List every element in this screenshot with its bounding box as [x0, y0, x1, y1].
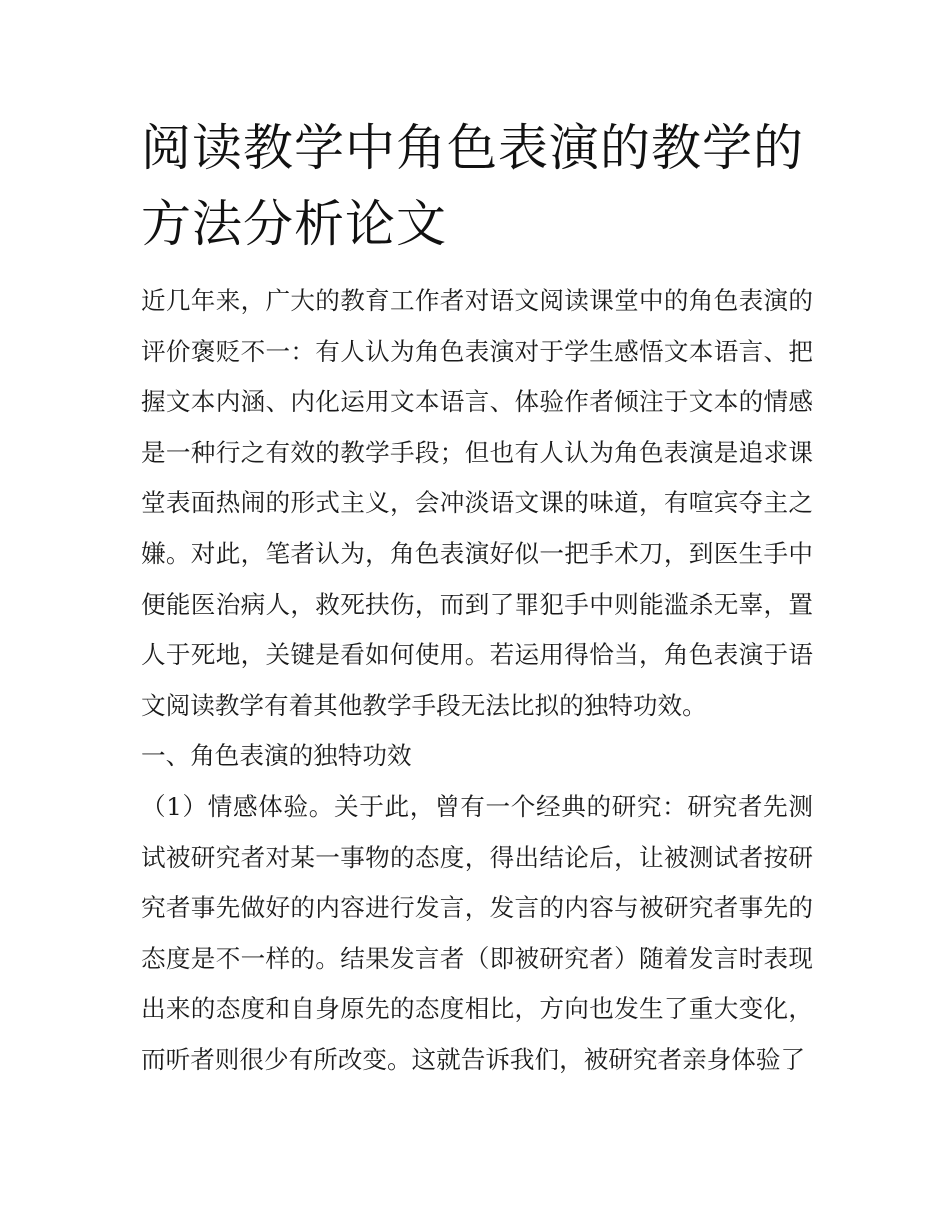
section-heading: 一、角色表演的独特功效 [141, 741, 412, 771]
section-paragraph: （1）情感体验。关于此，曾有一个经典的研究：研究者先测试被研究者对某一事物的态度，得出结论后，让被测试者按研究者事先做好的内容进行发言，发言的内容与被研究者事先的态度是不一样的。结果发言者（即被研究者）随着发言时表现出来的态度和自身原先的态度相比，方向也发生了重大变化，而听者则很少有所改变。这就告诉我们，被研究者亲身体验了 [141, 791, 813, 1074]
document-body [141, 110, 813, 1086]
intro-paragraph: 近几年来，广大的教育工作者对语文阅读课堂中的角色表演的评价褒贬不一：有人认为角色表演对于学生感悟文本语言、把握文本内涵、内化运用文本语言、体验作者倾注于文本的情感是一种行之有效的教学手段；但也有人认为角色表演是追求课堂表面热闹的形式主义，会冲淡语文课的味道，有喧宾夺主之嫌。对此，笔者认为，角色表演好似一把手术刀，到医生手中便能医治病人，救死扶伤，而到了罪犯手中则能滥杀无辜，置人于死地，关键是看如何使用。若运用得恰当，角色表演于语文阅读教学有着其他教学手段无法比拟的独特功效。 [141, 286, 813, 720]
document-title: 阅读教学中角色表演的教学的方法分析论文 [141, 119, 804, 253]
